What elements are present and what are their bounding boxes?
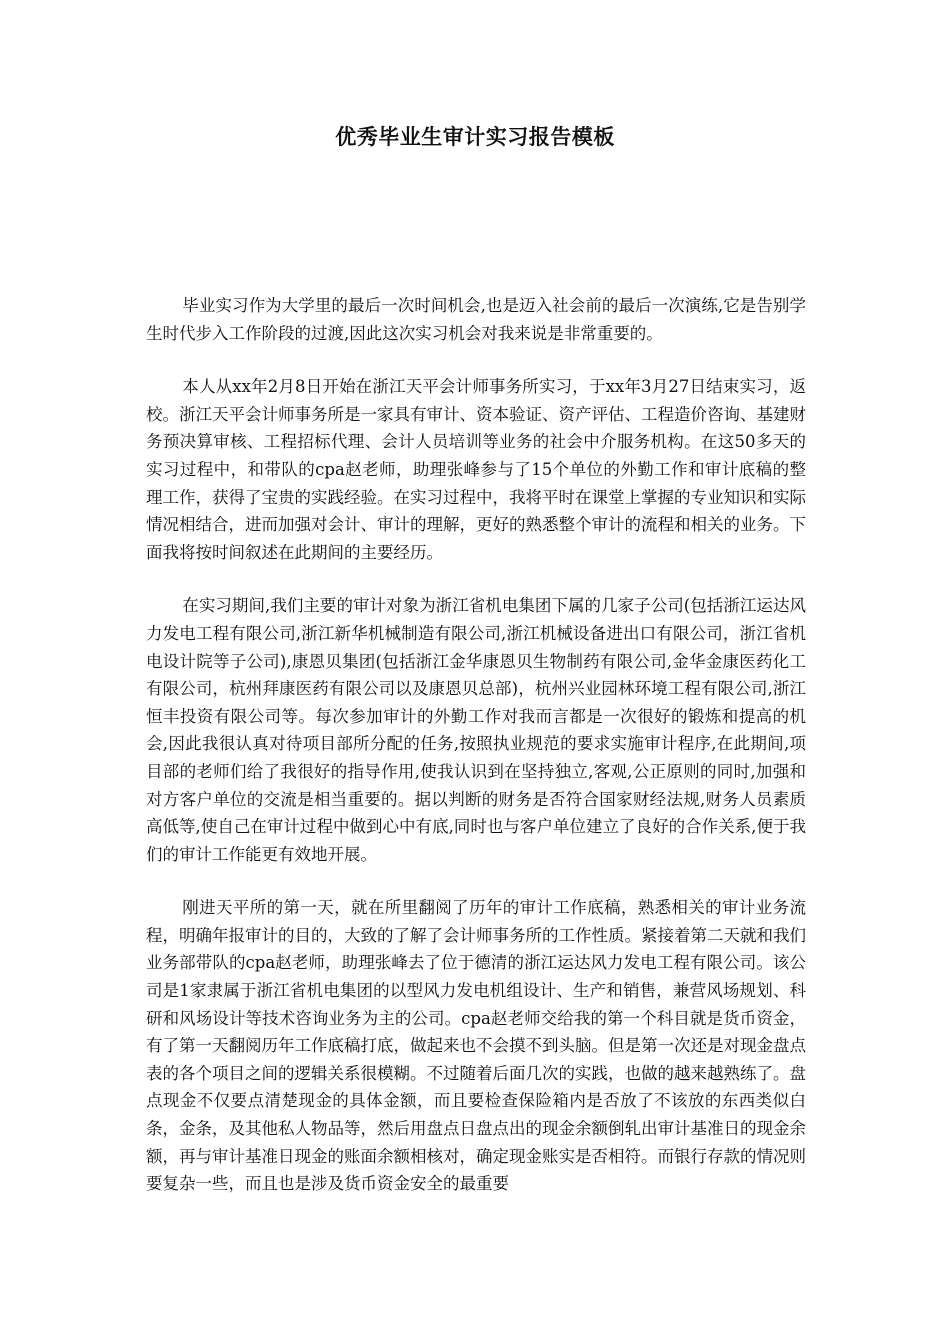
- paragraph-audit-targets: 在实习期间,我们主要的审计对象为浙江省机电集团下属的几家子公司(包括浙江运达风力发电工程有限公司,浙江新华机械制造有限公司,浙江机械设备进出口有限公司，浙江省机电设计院等子公司),康恩贝集团(包括浙江金华康恩贝生物制药有限公司,金华金康医药化工有限公司，杭州拜康医药有限公司以及康恩贝总部)，杭州兴业园林环境工程有限公司,浙江恒丰投资有限公司等。每次参加审计的外勤工作对我而言都是一次很好的锻炼和提高的机会,因此我很认真对待项目部所分配的任务,按照执业规范的要求实施审计程序,在此期间,项目部的老师们给了我很好的指导作用,使我认识到在坚持独立,客观,公正原则的同时,加强和对方客户单位的交流是相当重要的。据以判断的财务是否符合国家财经法规,财务人员素质高低等,使自己在审计过程中做到心中有底,同时也与客户单位建立了良好的合作关系,便于我们的审计工作能更有效地开展。: [146, 596, 806, 864]
- paragraph-first-days: 刚进天平所的第一天，就在所里翻阅了历年的审计工作底稿，熟悉相关的审计业务流程，明确年报审计的目的，大致的了解了会计师事务所的工作性质。紧接着第二天就和我们业务部带队的cpa赵老师，助理张峰去了位于德清的浙江运达风力发电工程有限公司。该公司是1家隶属于浙江省机电集团的以型风力发电机组设计、生产和销售，兼营风场规划、科研和风场设计等技术咨询业务为主的公司。cpa赵老师交给我的第一个科目就是货币资金，有了第一天翻阅历年工作底稿打底，做起来也不会摸不到头脑。但是第一次还是对现金盘点表的各个项目之间的逻辑关系很模糊。不过随着后面几次的实践，也做的越来越熟练了。盘点现金不仅要点清楚现金的具体金额，而且要检查保险箱内是否放了不该放的东西类似白条，金条，及其他私人物品等，然后用盘点日盘点出的现金余额倒轧出审计基准日的现金余额，再与审计基准日现金的账面余额相核对，确定现金账实是否相符。而银行存款的情况则要复杂一些，而且也是涉及货币资金安全的最重要: [146, 898, 806, 1194]
- document-title: 优秀毕业生审计实习报告模板: [335, 124, 615, 149]
- paragraph-intro: 毕业实习作为大学里的最后一次时间机会,也是迈入社会前的最后一次演练,它是告别学生时代步入工作阶段的过渡,因此这次实习机会对我来说是非常重要的。: [146, 296, 806, 343]
- paragraph-internship-overview: 本人从xx年2月8日开始在浙江天平会计师事务所实习，于xx年3月27日结束实习，返校。浙江天平会计师事务所是一家具有审计、资本验证、资产评估、工程造价咨询、基建财务预决算审核、工程招标代理、会计人员培训等业务的社会中介服务机构。在这50多天的实习过程中，和带队的cpa赵老师，助理张峰参与了15个单位的外勤工作和审计底稿的整理工作，获得了宝贵的实践经验。在实习过程中，我将平时在课堂上掌握的专业知识和实际情况相结合，进而加强对会计、审计的理解，更好的熟悉整个审计的流程和相关的业务。下面我将按时间叙述在此期间的主要经历。: [146, 377, 806, 562]
- document-body: [146, 292, 806, 1224]
